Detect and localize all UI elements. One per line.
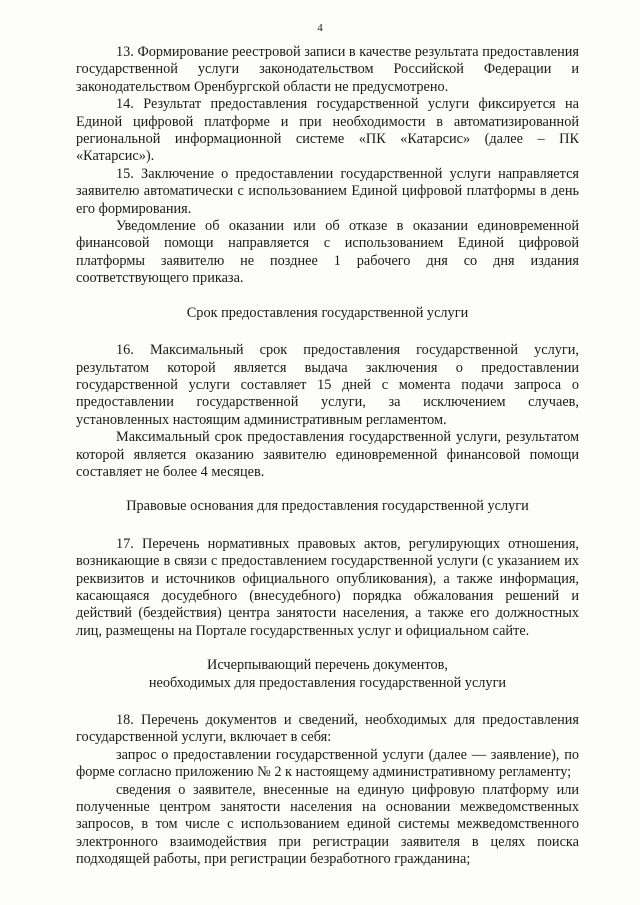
- paragraph-15: 15. Заключение о предоставлении государственной услуги направляется заявителю автоматически с использованием Единой цифровой платформы в день его формирования.: [76, 165, 579, 217]
- section-heading-legal-basis: Правовые основания для предоставления государственной услуги: [126, 498, 529, 515]
- section-heading-documents-line1: Исчерпывающий перечень документов,: [207, 657, 448, 674]
- section-heading-term: Срок предоставления государственной услуги: [186, 304, 469, 321]
- paragraph-18-request: запрос о предоставлении государственной услуги (далее — заявление), по форме согласно приложению № 2 к настоящему административному регламенту;: [76, 746, 579, 781]
- paragraph-13: 13. Формирование реестровой записи в качестве результата предоставления государственной услуги законодательством Российской Федерации и законодательством Оренбургской области не предусмотрено.: [76, 44, 579, 95]
- paragraph-18-applicant-info: сведения о заявителе, внесенные на единую цифровую платформу или полученные центром занятости населения на основании межведомственных запросов, в том числе с использованием единой системы межведомственного электронного взаимодействия при регистрации заявителя в целях поиска подходящей работы, при регистрации безработного гражданина;: [76, 781, 579, 868]
- paragraph-16: 16. Максимальный срок предоставления государственной услуги, результатом которой является выдача заключения о предоставлении государственной услуги составляет 15 дней с момента подачи запроса о предоставлении государственной услуги, за исключением случаев, установленных настоящим административным регламентом.: [76, 342, 579, 428]
- paragraph-18: 18. Перечень документов и сведений, необходимых для предоставления государственной услуги, включает в себя:: [76, 712, 579, 746]
- section-heading-documents-line2: необходимых для предоставления государственной услуги: [148, 674, 507, 691]
- paragraph-17: 17. Перечень нормативных правовых актов, регулирующих отношения, возникающие в связи с предоставлением государственной услуги (с указанием их реквизитов и источников официального опубликования), а также информация, касающаяся досудебного (внесудебного) порядка обжалования решений и действий (бездействия) центра занятости населения, а также его должностных лиц, размещены на Портале государственных услуг и официальном сайте.: [76, 535, 579, 639]
- document-body: [76, 44, 579, 869]
- paragraph-16-assistance: Максимальный срок предоставления государственной услуги, результатом которой является оказанию заявителю единовременной финансовой помощи составляет не более 4 месяцев.: [76, 429, 579, 480]
- paragraph-14: 14. Результат предоставления государственной услуги фиксируется на Единой цифровой платформе и при необходимости в автоматизированной региональной информационной системе «ПК «Катарсис» (далее – ПК «Катарсис»).: [76, 96, 579, 165]
- paragraph-15-notice: Уведомление об оказании или об отказе в оказании единовременной финансовой помощи направляется с использованием Единой цифровой платформы заявителю не позднее 1 рабочего дня со дня издания соответствующего приказа.: [76, 218, 579, 287]
- page-number: 4: [317, 22, 323, 34]
